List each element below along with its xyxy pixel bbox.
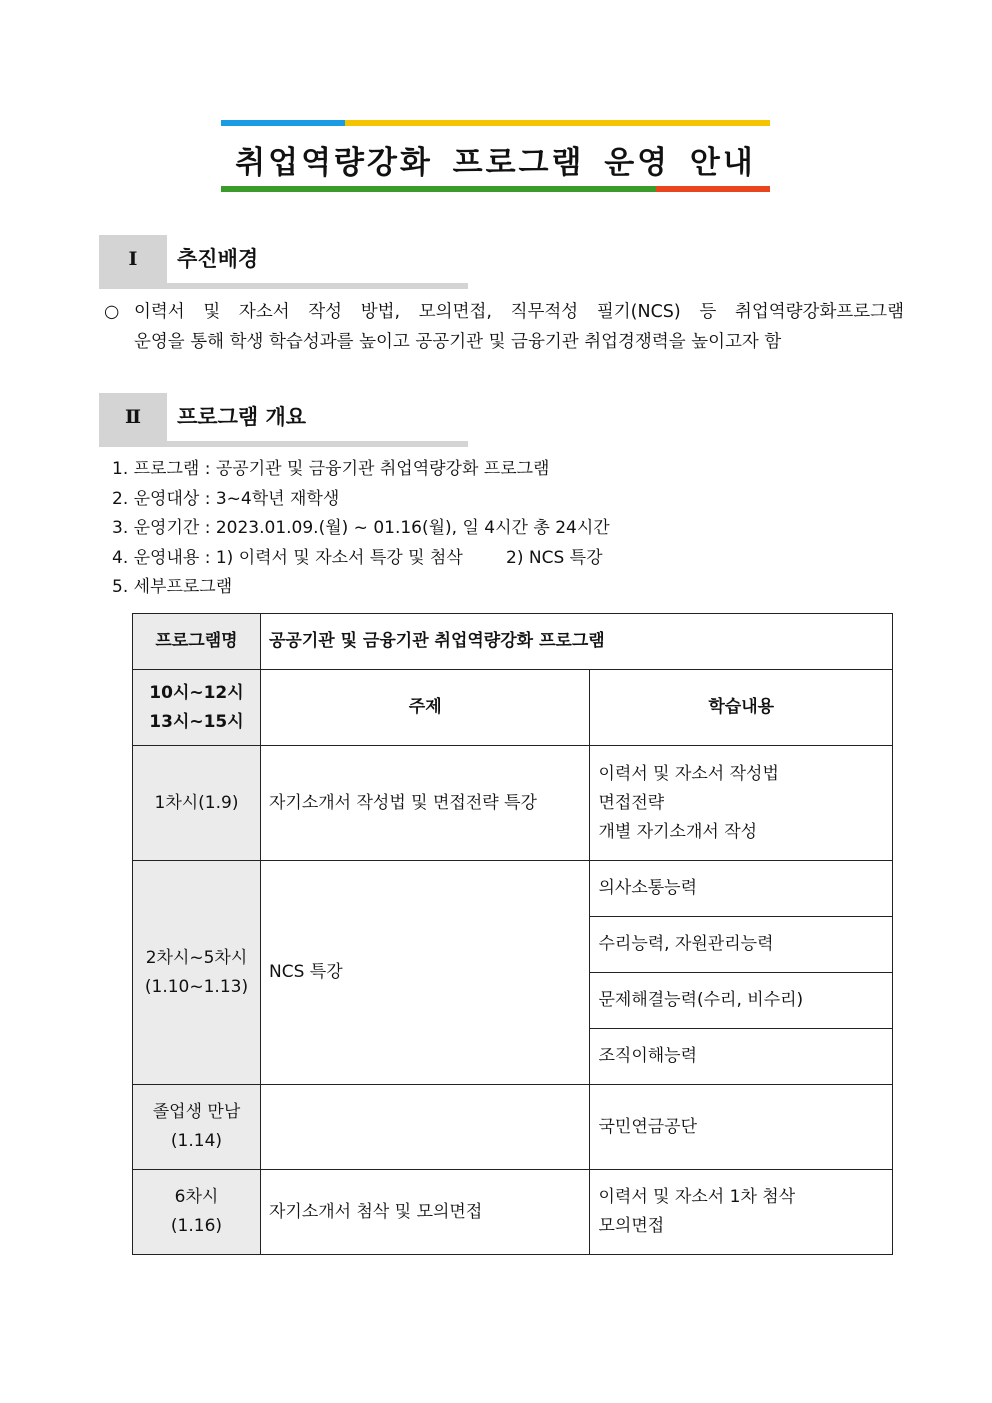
content-cell: 조직이해능력 bbox=[590, 1029, 893, 1085]
section-1-heading: 추진배경 bbox=[177, 247, 259, 271]
table-row bbox=[133, 1085, 893, 1170]
section-2-underline bbox=[99, 441, 468, 447]
content-header-cell: 학습내용 bbox=[590, 670, 893, 746]
table-row bbox=[133, 670, 893, 746]
title-bottom-bar bbox=[221, 186, 770, 192]
session-line-2: (1.10~1.13) bbox=[144, 976, 249, 997]
title-bottom-bar-red bbox=[656, 186, 770, 192]
program-label-cell: 프로그램명 bbox=[133, 614, 261, 670]
time-header-cell bbox=[133, 670, 261, 746]
topic-header-cell: 주제 bbox=[260, 670, 589, 746]
section-1-number: Ⅰ bbox=[99, 235, 167, 283]
session-cell: 1차시(1.9) bbox=[133, 746, 261, 861]
title-top-bar-blue bbox=[221, 120, 345, 126]
session-cell bbox=[133, 1085, 261, 1170]
topic-cell bbox=[260, 1085, 589, 1170]
bullet-line-2: 운영을 통해 학생 학습성과를 높이고 공공기관 및 금융기관 취업경쟁력을 높이고자 함 bbox=[134, 332, 782, 352]
list-item: 3. 운영기간 : 2023.01.09.(월) ~ 01.16(월), 일 4시간 총 24시간 bbox=[112, 518, 610, 538]
time-line-1: 10시~12시 bbox=[149, 682, 244, 703]
circle-bullet-icon: ○ bbox=[104, 302, 120, 322]
content-cell bbox=[590, 746, 893, 861]
table-row bbox=[133, 1170, 893, 1255]
session-line-2: (1.14) bbox=[170, 1131, 223, 1151]
content-cell: 문제해결능력(수리, 비수리) bbox=[590, 973, 893, 1029]
section-1-header bbox=[99, 235, 468, 289]
schedule-table bbox=[132, 613, 893, 1255]
table-row bbox=[133, 746, 893, 861]
topic-cell: 자기소개서 첨삭 및 모의면접 bbox=[260, 1170, 589, 1255]
content-line: 이력서 및 자소서 1차 첨삭 bbox=[598, 1187, 796, 1207]
bullet-line-1: 이력서 및 자소서 작성 방법, 모의면접, 직무적성 필기(NCS) 등 취업역량강화프로그램 bbox=[134, 302, 904, 322]
title-top-bar bbox=[221, 120, 770, 126]
topic-cell: 자기소개서 작성법 및 면접전략 특강 bbox=[260, 746, 589, 861]
list-item: 4. 운영내용 : 1) 이력서 및 자소서 특강 및 첨삭 2) NCS 특강 bbox=[112, 547, 603, 568]
table-row bbox=[133, 614, 893, 670]
title-top-bar-yellow bbox=[345, 120, 770, 126]
title-bottom-bar-green bbox=[221, 186, 656, 192]
content-line: 이력서 및 자소서 작성법 bbox=[598, 763, 779, 784]
session-line-2: (1.16) bbox=[170, 1216, 223, 1236]
section-2-number: Ⅱ bbox=[99, 393, 167, 441]
content-cell bbox=[590, 1170, 893, 1255]
section-2-heading: 프로그램 개요 bbox=[177, 405, 307, 429]
content-cell: 의사소통능력 bbox=[590, 861, 893, 917]
session-cell bbox=[133, 1170, 261, 1255]
program-name-cell: 공공기관 및 금융기관 취업역량강화 프로그램 bbox=[260, 614, 892, 670]
content-cell: 수리능력, 자원관리능력 bbox=[590, 917, 893, 973]
time-line-2: 13시~15시 bbox=[149, 711, 244, 732]
content-line: 개별 자기소개서 작성 bbox=[598, 821, 758, 842]
session-line-1: 졸업생 만남 bbox=[152, 1102, 241, 1122]
section-2-header bbox=[99, 393, 468, 447]
list-item: 5. 세부프로그램 bbox=[112, 577, 233, 597]
session-line-1: 6차시 bbox=[174, 1187, 219, 1207]
session-line-1: 2차시~5차시 bbox=[145, 947, 248, 968]
session-cell bbox=[133, 861, 261, 1085]
section-1-underline bbox=[99, 283, 468, 289]
topic-cell: NCS 특강 bbox=[260, 861, 589, 1085]
page-title: 취업역량강화 프로그램 운영 안내 bbox=[235, 145, 756, 181]
content-cell: 국민연금공단 bbox=[590, 1085, 893, 1170]
overview-list bbox=[112, 455, 610, 603]
list-item: 1. 프로그램 : 공공기관 및 금융기관 취업역량강화 프로그램 bbox=[112, 459, 550, 479]
list-item: 2. 운영대상 : 3~4학년 재학생 bbox=[112, 488, 340, 509]
content-line: 모의면접 bbox=[598, 1216, 665, 1236]
content-line: 면접전략 bbox=[598, 792, 665, 813]
title-block bbox=[221, 120, 770, 192]
section-1-bullet bbox=[104, 297, 904, 357]
table-row bbox=[133, 861, 893, 917]
